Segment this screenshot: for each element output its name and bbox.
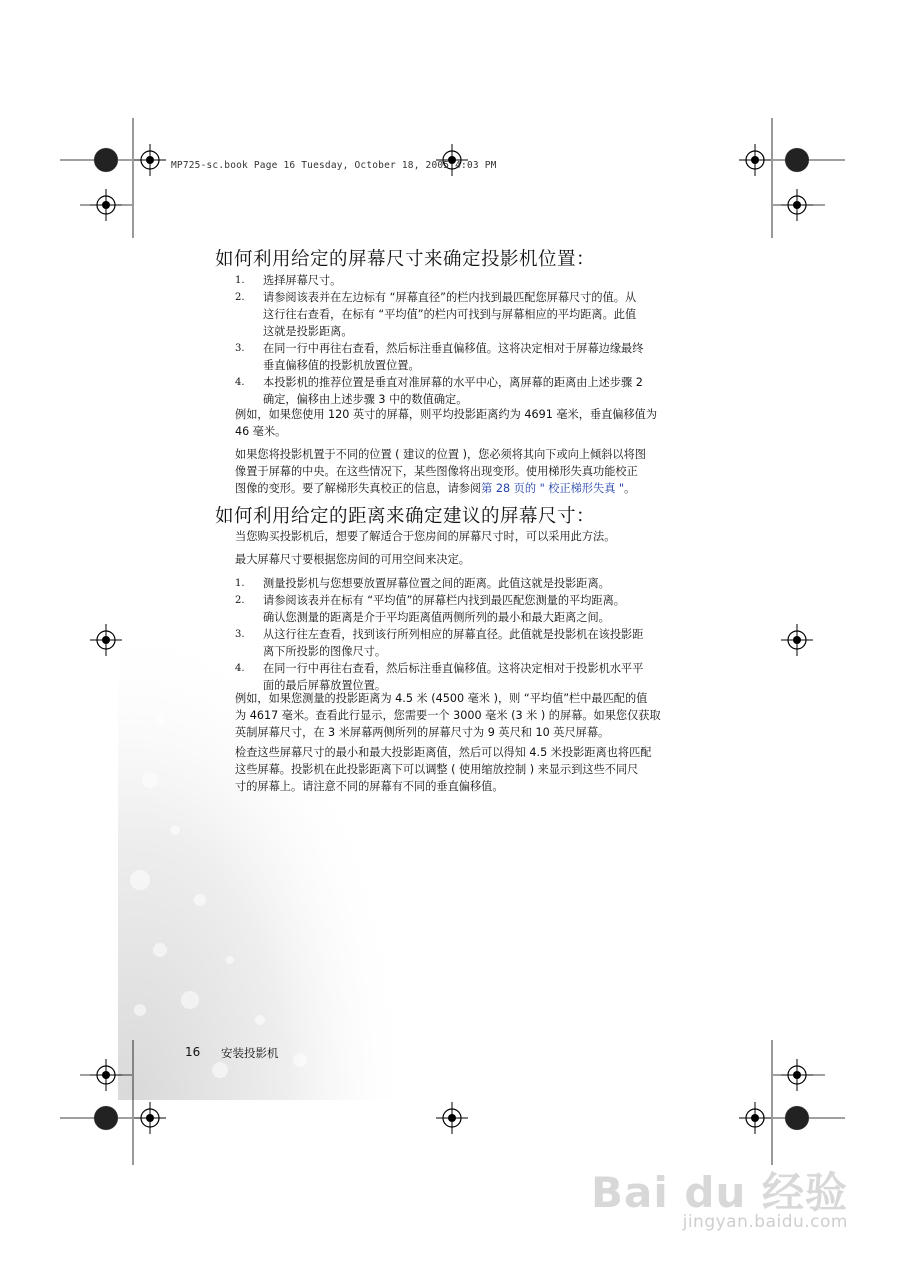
note-prefix: 图像的变形。要了解梯形失真校正的信息，请参阅 [235,482,482,495]
step-text: 从这行往左查看，找到该行所列相应的屏幕直径。此值就是投影机在该投影距 [263,628,644,641]
step-text: 离下所投影的图像尺寸。 [263,645,387,658]
note-suffix: 。 [624,482,636,495]
step-item [235,289,715,340]
step-item [235,272,715,289]
step-number: 1. [235,578,245,589]
step-number: 1. [235,275,245,286]
step-text: 本投影机的推荐位置是垂直对准屏幕的水平中心，离屏幕的距离由上述步骤 2 [263,376,643,389]
step-number: 3. [235,629,245,640]
note-line [235,480,715,497]
step-number: 2. [235,595,245,606]
intro-line: 当您购买投影机后，想要了解适合于您房间的屏幕尺寸时，可以采用此方法。 [235,530,616,543]
section2-title: 如何利用给定的距离来确定建议的屏幕尺寸： [215,506,596,527]
section1-note [235,446,715,497]
step-text: 测量投影机与您想要放置屏幕位置之间的距离。此值这就是投影距离。 [263,577,610,590]
step-number: 3. [235,343,245,354]
step-item [235,575,715,592]
chapter-title: 安装投影机 [221,1046,279,1060]
page-number: 16 [185,1045,201,1059]
step-text: 请参阅该表并在标有 “平均值”的屏幕栏内找到最匹配您测量的平均距离。 [263,594,625,607]
step-text: 垂直偏移值的投影机放置位置。 [263,359,420,372]
step-text: 在同一行中再往右查看，然后标注垂直偏移值。这将决定相对于屏幕边缘最终 [263,342,644,355]
section1-title: 如何利用给定的屏幕尺寸来确定投影机位置： [215,249,596,270]
section1-example [235,406,715,440]
section1-steps [235,272,715,408]
example-line: 为 4617 毫米。查看此行显示，您需要一个 3000 毫米 (3 米 ) 的屏幕。如果您仅获取 [235,709,661,722]
watermark-logo: Bai du 经验 [591,1168,848,1217]
intro-line: 最大屏幕尺寸要根据您房间的可用空间来决定。 [235,553,470,566]
step-item [235,592,715,626]
step-item [235,660,715,694]
note-line: 如果您将投影机置于不同的位置 ( 建议的位置 )，您必须将其向下或向上倾斜以将图 [235,448,646,461]
step-item [235,374,715,408]
check-line: 检查这些屏幕尺寸的最小和最大投影距离值，然后可以得知 4.5 米投影距离也将匹配 [235,746,652,759]
print-header: MP725-sc.book Page 16 Tuesday, October 18, 2005 4:03 PM [171,160,497,171]
watermark-url: jingyan.baidu.com [682,1212,848,1232]
step-number: 2. [235,292,245,303]
section2-steps [235,575,715,694]
step-number: 4. [235,377,245,388]
keystone-reference-link[interactable]: 第 28 页的 " 校正梯形失真 " [481,482,625,495]
section2-intro [235,528,715,568]
step-item [235,626,715,660]
step-item [235,340,715,374]
note-line: 像置于屏幕的中央。在这些情况下，某些图像将出现变形。使用梯形失真功能校正 [235,465,638,478]
example-line: 英制屏幕尺寸，在 3 米屏幕两侧所列的屏幕尺寸为 9 英尺和 10 英尺屏幕。 [235,726,610,739]
step-text: 请参阅该表并在左边标有 “屏幕直径”的栏内找到最匹配您屏幕尺寸的值。从 [263,291,637,304]
step-text: 选择屏幕尺寸。 [263,274,342,287]
section2-example [235,690,715,741]
check-line: 这些屏幕。投影机在此投影距离下可以调整 ( 使用缩放控制 ) 来显示到这些不同尺 [235,763,639,776]
step-number: 4. [235,663,245,674]
baidu-watermark [591,1160,848,1244]
example-line: 例如，如果您测量的投影距离为 4.5 米 (4500 毫米 )，则 “平均值”栏中最匹配的值 [235,692,648,705]
step-text: 确定，偏移由上述步骤 3 中的数值确定。 [263,393,468,406]
step-text: 面的最后屏幕放置位置。 [263,679,387,692]
check-line: 寸的屏幕上。请注意不同的屏幕有不同的垂直偏移值。 [235,780,504,793]
example-line: 例如，如果您使用 120 英寸的屏幕，则平均投影距离约为 4691 毫米，垂直偏移值为 [235,408,658,421]
step-text: 这行往右查看，在标有 “平均值”的栏内可找到与屏幕相应的平均距离。此值 [263,308,637,321]
step-text: 这就是投影距离。 [263,325,353,338]
step-text: 在同一行中再往右查看，然后标注垂直偏移值。这将决定相对于投影机水平平 [263,662,644,675]
step-text: 确认您测量的距离是介于平均距离值两侧所列的最小和最大距离之间。 [263,611,610,624]
section2-check [235,744,715,795]
example-line: 46 毫米。 [235,425,287,438]
